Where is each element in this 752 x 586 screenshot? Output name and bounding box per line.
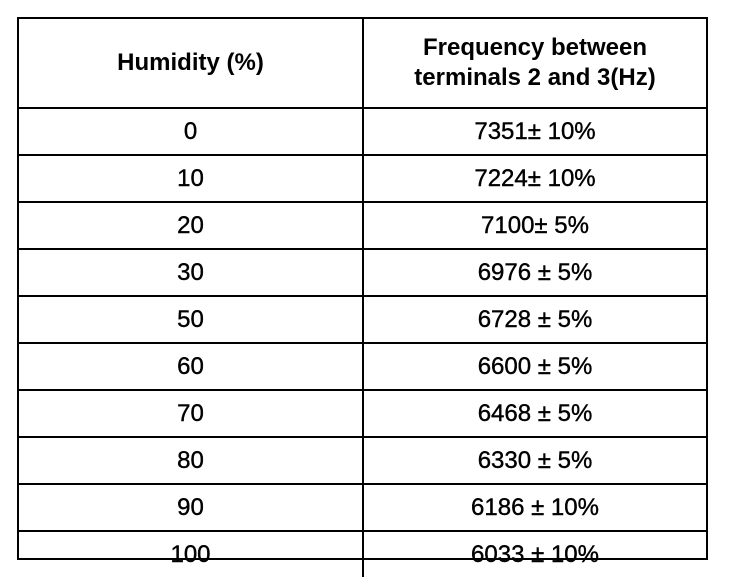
humidity-cell: 20 bbox=[19, 202, 363, 249]
humidity-frequency-table bbox=[17, 17, 708, 568]
humidity-cell: 100 bbox=[19, 531, 363, 577]
header-row bbox=[19, 19, 706, 108]
table-row bbox=[19, 202, 706, 249]
table-row bbox=[19, 484, 706, 531]
frequency-cell: 7224± 10% bbox=[363, 155, 706, 202]
table-row bbox=[19, 108, 706, 155]
humidity-cell: 50 bbox=[19, 296, 363, 343]
data-table bbox=[19, 19, 706, 577]
humidity-cell: 60 bbox=[19, 343, 363, 390]
header-humidity: Humidity (%) bbox=[19, 19, 363, 108]
table-row bbox=[19, 155, 706, 202]
header-frequency-line1: Frequency between bbox=[422, 34, 648, 61]
humidity-cell: 90 bbox=[19, 484, 363, 531]
frequency-cell: 6976 ± 5% bbox=[363, 249, 706, 296]
table-row bbox=[19, 437, 706, 484]
frequency-cell: 6728 ± 5% bbox=[363, 296, 706, 343]
frequency-cell: 6186 ± 10% bbox=[363, 484, 706, 531]
frequency-cell: 7100± 5% bbox=[363, 202, 706, 249]
table-row bbox=[19, 390, 706, 437]
header-frequency-line2: terminals 2 and 3(Hz) bbox=[414, 64, 656, 91]
humidity-cell: 30 bbox=[19, 249, 363, 296]
table-row bbox=[19, 296, 706, 343]
humidity-cell: 0 bbox=[19, 108, 363, 155]
humidity-cell: 10 bbox=[19, 155, 363, 202]
table-row bbox=[19, 531, 706, 577]
frequency-cell: 6468 ± 5% bbox=[363, 390, 706, 437]
frequency-cell: 6330 ± 5% bbox=[363, 437, 706, 484]
frequency-cell: 6600 ± 5% bbox=[363, 343, 706, 390]
humidity-cell: 80 bbox=[19, 437, 363, 484]
humidity-cell: 70 bbox=[19, 390, 363, 437]
header-frequency bbox=[363, 19, 706, 108]
table-row bbox=[19, 249, 706, 296]
frequency-cell: 6033 ± 10% bbox=[363, 531, 706, 577]
frequency-cell: 7351± 10% bbox=[363, 108, 706, 155]
table-row bbox=[19, 343, 706, 390]
